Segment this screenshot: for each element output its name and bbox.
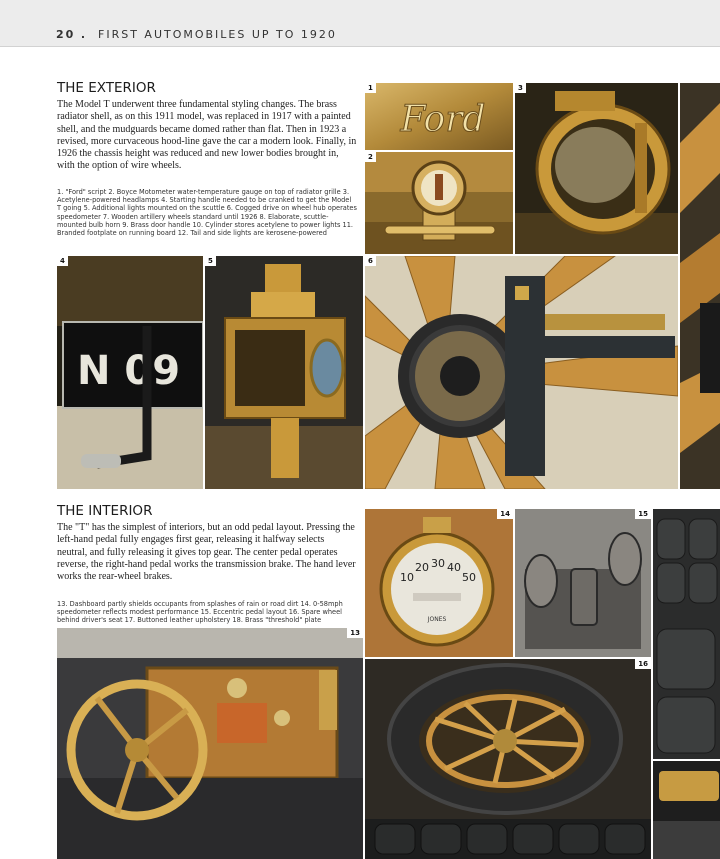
interior-captions: 13. Dashboard partly shields occupants from splashes of rain or road dirt 14. 0-58mph speedometer reflects modest performance 15. Eccentric pedal layout 16. Spare wheel behind driver's seat 17. Buttoned leather upholstery 18. Brass "threshold" plate — [57, 600, 343, 625]
photo-motometer — [365, 152, 513, 254]
photo-spare-wheel — [365, 659, 651, 859]
folio-separator: . — [80, 28, 87, 41]
speedo-scale-50: 50 — [462, 571, 476, 584]
photo-number: 13 — [347, 628, 363, 638]
photo-wheel-edge — [680, 83, 720, 489]
photo-dashboard — [57, 628, 363, 859]
photo-headlamp — [515, 83, 678, 254]
ford-script-text: Ford — [400, 99, 486, 140]
speedo-scale-30: 30 — [431, 557, 445, 570]
photo-starting-handle — [57, 256, 203, 489]
photo-number: 16 — [635, 659, 651, 669]
photo-wheel-hub — [365, 256, 678, 489]
photo-number: 2 — [365, 152, 376, 162]
photo-number: 4 — [57, 256, 68, 266]
photo-threshold-plate — [653, 761, 720, 859]
chapter-title: FIRST AUTOMOBILES UP TO 1920 — [98, 28, 337, 41]
exterior-captions: 1. "Ford" script 2. Boyce Motometer water-temperature gauge on top of radiator grille 3. Acetylene-powered headlamps 4. Starting handle needed to be cranked to get the Model T going 5. Additional lights mounted on the scuttle 6. Cogged drive on wheel hub operates speedometer 7. Wooden artillery wheels standard until 1926 8. Elaborate, scuttle-mounted bulb horn 9. Brass door handle 10. Cylinder stores acetylene to power lights 11. Branded footplate on running board 12. Tail and side lights are kerosene-powered — [57, 188, 357, 238]
photo-scuttle-lamp — [205, 256, 363, 489]
plate-text: N 09 — [77, 348, 181, 394]
photo-number: 5 — [205, 256, 216, 266]
interior-body: The "T" has the simplest of interiors, but an odd pedal layout. Pressing the left-hand pedal fully engages first gear, releasing it halfway selects neutral, and fully releasing it gives top gear. The center pedal operates reverse, the right-hand pedal works the transmission brake. The hand lever works the rear-wheel brakes. — [57, 522, 356, 583]
photo-speedometer — [365, 509, 513, 657]
photo-ford-script — [365, 83, 513, 150]
interior-heading: THE INTERIOR — [57, 503, 153, 519]
speedo-scale-40: 40 — [447, 561, 461, 574]
exterior-heading: THE EXTERIOR — [57, 80, 156, 96]
photo-number: 1 — [365, 83, 376, 93]
exterior-body: The Model T underwent three fundamental styling changes. The brass radiator shell, as on this 1911 model, was replaced in 1917 with a painted shell, and the mudguards became domed rather than flat. Then in 1923 a revised, more curvaceous hood-line gave the car a modern look. Finally, in 1926 the chassis height was reduced and new lower bodies brought in, with the option of wire wheels. — [57, 99, 357, 172]
speedo-maker: JONES — [427, 616, 447, 623]
folio — [56, 28, 337, 41]
page-number: 20 — [56, 28, 76, 41]
photo-leather-upholstery — [653, 509, 720, 759]
photo-number: 14 — [497, 509, 513, 519]
photo-pedals — [515, 509, 651, 657]
photo-number: 15 — [635, 509, 651, 519]
running-header — [0, 0, 720, 47]
speedo-scale-20: 20 — [415, 561, 429, 574]
photo-number: 6 — [365, 256, 376, 266]
photo-number: 3 — [515, 83, 526, 93]
speedo-scale-10: 10 — [400, 571, 414, 584]
